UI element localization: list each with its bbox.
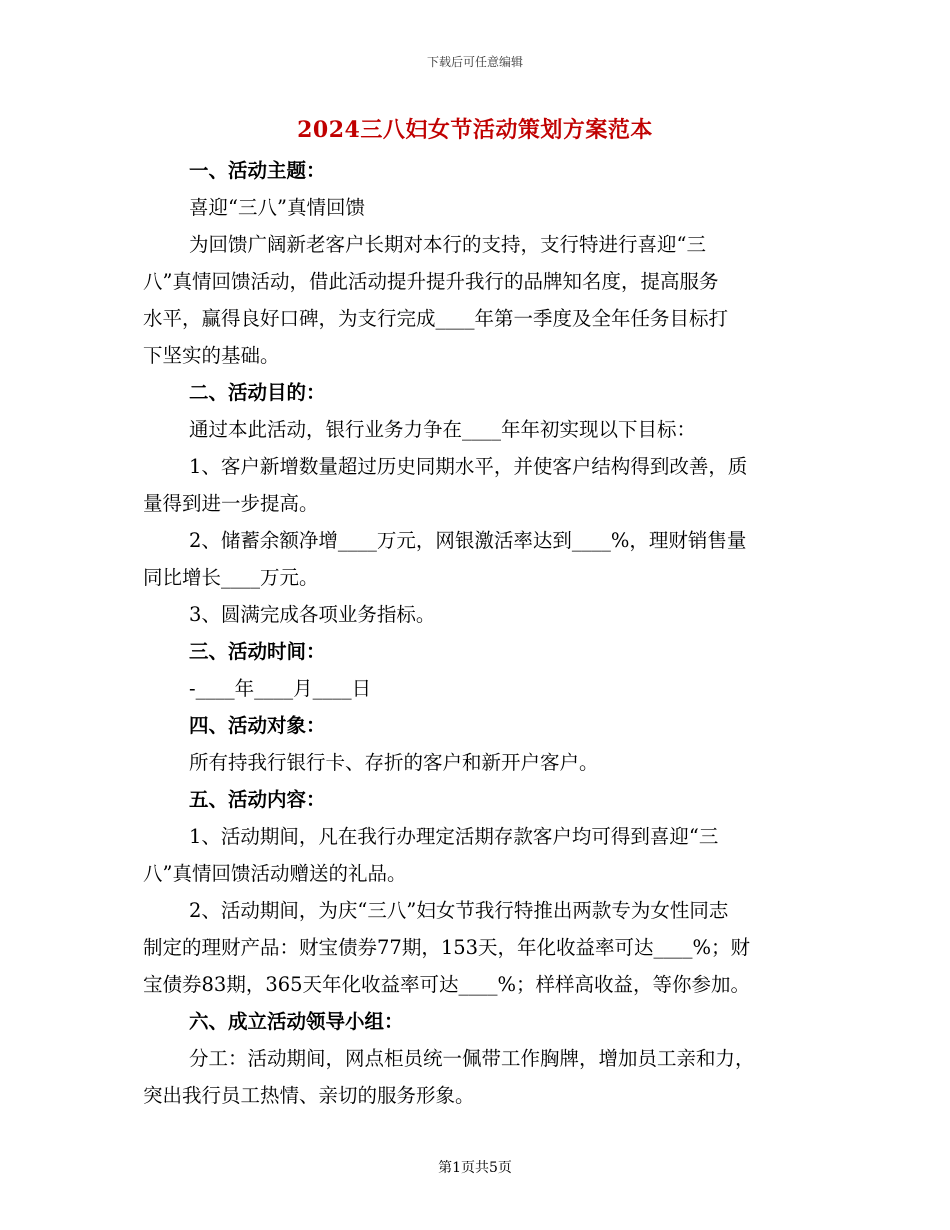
paragraph-line: 1、活动期间，凡在我行办理定活期存款客户均可得到喜迎“三	[189, 825, 719, 848]
paragraph-line: 同比增长____万元。	[143, 566, 319, 589]
header-note: 下载后可任意编辑	[426, 55, 523, 69]
paragraph-line: 2、活动期间，为庆“三八”妇女节我行特推出两款专为女性同志	[189, 899, 729, 922]
paragraph-line: 宝债券83期，365天年化收益率可达____%；样样高收益，等你参加。	[143, 973, 751, 996]
section-heading: 六、成立活动领导小组：	[189, 1010, 404, 1033]
paragraph-line: 3、圆满完成各项业务指标。	[189, 603, 436, 626]
paragraph-line: 2、储蓄余额净增____万元，网银激活率达到____%，理财销售量	[189, 529, 747, 552]
document-body	[143, 152, 807, 1114]
paragraph-line: 制定的理财产品：财宝债券77期，153天，年化收益率可达____%；财	[143, 936, 751, 959]
section-heading: 四、活动对象：	[189, 714, 326, 737]
paragraph-line: 1、客户新增数量超过历史同期水平，并使客户结构得到改善，质	[189, 455, 748, 478]
paragraph-line: 为回馈广阔新老客户长期对本行的支持，支行特进行喜迎“三	[189, 233, 706, 256]
paragraph-line: 分工：活动期间，网点柜员统一佩带工作胸牌，增加员工亲和力，	[189, 1047, 755, 1070]
section-heading: 二、活动目的：	[189, 381, 326, 404]
paragraph-line: 突出我行员工热情、亲切的服务形象。	[143, 1084, 475, 1107]
paragraph-line: 水平，赢得良好口碑，为支行完成____年第一季度及全年任务目标打	[143, 307, 729, 330]
paragraph-line: 下坚实的基础。	[143, 344, 280, 367]
paragraph-line: 所有持我行银行卡、存折的客户和新开户客户。	[189, 751, 599, 774]
paragraph-line: 通过本此活动，银行业务力争在____年年初实现以下目标：	[189, 418, 697, 441]
paragraph-line: 八”真情回馈活动，借此活动提升提升我行的品牌知名度，提高服务	[143, 270, 719, 293]
paragraph-line: 量得到进一步提高。	[143, 492, 319, 515]
paragraph-line: -____年____月____日	[189, 677, 372, 700]
paragraph-line: 八”真情回馈活动赠送的礼品。	[143, 862, 407, 885]
section-heading: 五、活动内容：	[189, 788, 326, 811]
section-heading: 三、活动时间：	[189, 640, 326, 663]
page-footer: 第1页共5页	[438, 1160, 512, 1176]
paragraph-line: 喜迎“三八”真情回馈	[189, 196, 365, 219]
section-heading: 一、活动主题：	[189, 159, 326, 182]
document-title: 2024三八妇女节活动策划方案范本	[297, 117, 653, 143]
